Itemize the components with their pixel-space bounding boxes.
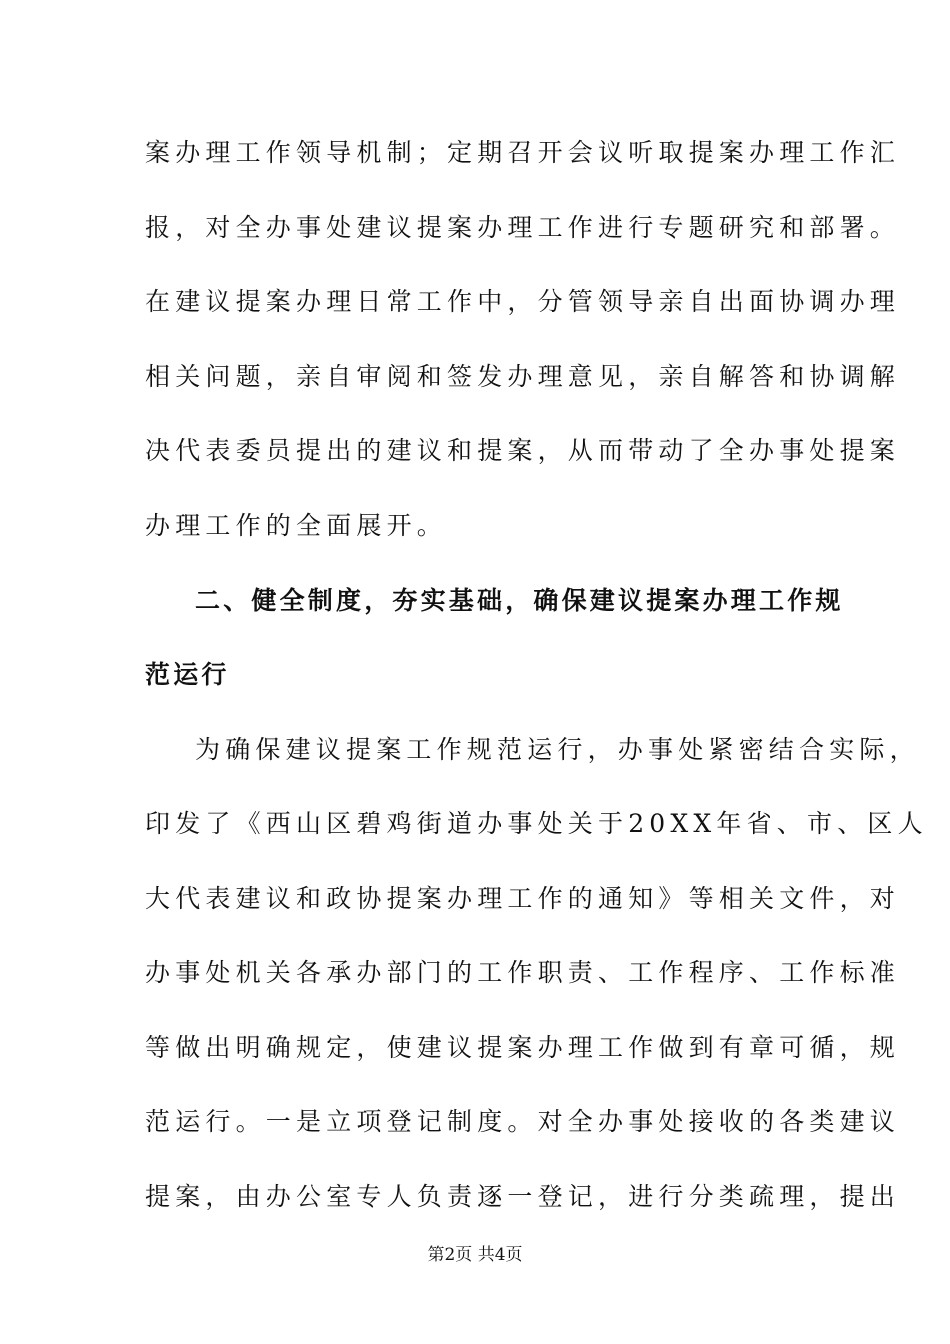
paragraph-line: 在建议提案办理日常工作中，分管领导亲自出面协调办理 [145,287,901,316]
section-heading-continued: 范运行 [145,660,230,689]
paragraph-line: 为确保建议提案工作规范运行，办事处紧密结合实际， [195,735,920,764]
paragraph-line: 范运行。一是立项登记制度。对全办事处接收的各类建议 [145,1107,901,1136]
paragraph-line: 报，对全办事处建议提案办理工作进行专题研究和部署。 [145,213,901,242]
paragraph-line: 大代表建议和政协提案办理工作的通知》等相关文件，对 [145,884,901,913]
paragraph-line: 案办理工作领导机制；定期召开会议听取提案办理工作汇 [145,138,901,167]
paragraph-line: 办理工作的全面展开。 [145,511,448,540]
paragraph-line: 印发了《西山区碧鸡街道办事处关于20XX年省、市、区人 [145,809,928,838]
paragraph-line: 办事处机关各承办部门的工作职责、工作程序、工作标准 [145,958,901,987]
paragraph-line: 提案，由办公室专人负责逐一登记，进行分类疏理，提出 [145,1182,901,1211]
paragraph-line: 相关问题，亲自审阅和签发办理意见，亲自解答和协调解 [145,362,901,391]
page-number: 第2页 共4页 [427,1245,523,1265]
paragraph-line: 决代表委员提出的建议和提案，从而带动了全办事处提案 [145,436,901,465]
paragraph-line: 等做出明确规定，使建议提案办理工作做到有章可循，规 [145,1033,901,1062]
section-heading: 二、健全制度，夯实基础，确保建议提案办理工作规 [195,586,844,615]
